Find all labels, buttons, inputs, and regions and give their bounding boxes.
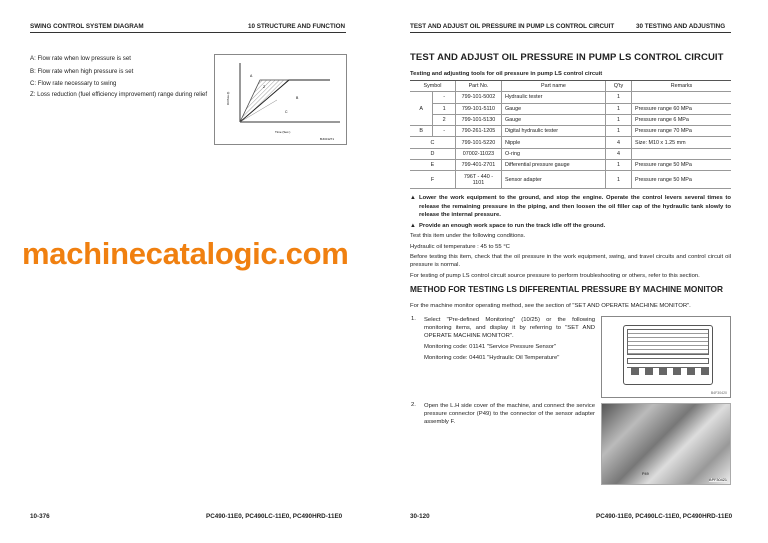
watermark: machinecatalogic.com (22, 236, 349, 271)
right-header-chapter: 30 TESTING AND ADJUSTING (636, 23, 726, 30)
cell: O-ring (501, 148, 605, 159)
table-row (410, 160, 731, 171)
warning-1 (410, 194, 731, 220)
cell: Gauge (501, 114, 605, 125)
figure-code: BPF30421 (709, 478, 727, 482)
left-page-number: 10-376 (30, 513, 50, 520)
table-row (410, 114, 731, 125)
cell: E (410, 160, 455, 171)
warning-icon: ▲ (410, 195, 416, 201)
cell: 1 (605, 114, 631, 125)
cell: C (410, 137, 455, 148)
cell: Gauge (501, 103, 605, 114)
monitoring-code-2: Monitoring code: 04401 "Hydraulic Oil Temperature" (424, 355, 560, 361)
intro-text: For the machine monitor operating method, see the section of "SET AND OPERATE MACHINE MONITOR". (410, 302, 691, 309)
monitor-screen-icon (623, 325, 713, 385)
legend-item: C: Flow rate necessary to swing (30, 80, 117, 87)
table-row (410, 126, 731, 137)
paragraph: For testing of pump LS control circuit source pressure to perform troubleshooting or others, refer to this section. (410, 272, 700, 279)
left-header-section: SWING CONTROL SYSTEM DIAGRAM (30, 23, 144, 30)
legend-item: A: Flow rate when low pressure is set (30, 55, 131, 62)
cell: - (433, 92, 456, 103)
cell: - (433, 126, 456, 137)
col-qty: Q'ty (605, 81, 631, 92)
paragraph: Before testing this item, check that the oil pressure in the work equipment, swing, and travel circuits and control circuit oil pressure is normal. (410, 254, 731, 268)
step-2-text: Open the L.H side cover of the machine, and connect the service pressure connector (P49) to the connector of the sensor adapter assembly F. (424, 403, 595, 425)
flow-chart-svg (215, 55, 346, 144)
flow-diagram (214, 54, 347, 145)
cell: Digital hydraulic tester (501, 126, 605, 137)
col-part-name: Part name (501, 81, 605, 92)
cell: 1 (433, 103, 456, 114)
paragraph: Hydraulic oil temperature : 45 to 55 °C (410, 243, 510, 250)
step-1-text: Select "Pre-defined Monitoring" (10/25) or the following monitoring items, and display it by referring to "SET AND OPERATE MACHINE MONITOR". (424, 317, 595, 339)
left-footer-models: PC490-11E0, PC490LC-11E0, PC490HRD-11E0 (206, 513, 343, 520)
label-b: B (296, 96, 299, 100)
table-caption: Testing and adjusting tools for oil pressure in pump LS control circuit (410, 71, 603, 77)
cell: Pressure range 70 MPa (631, 126, 731, 137)
cell (631, 92, 731, 103)
cell: Pressure range 60 MPa (631, 103, 731, 114)
cell: 799-101-5130 (455, 114, 501, 125)
right-footer-models: PC490-11E0, PC490LC-11E0, PC490HRD-11E0 (596, 513, 733, 520)
figure-code: BJC01271 (320, 137, 335, 141)
section-title: METHOD FOR TESTING LS DIFFERENTIAL PRESSURE BY MACHINE MONITOR (410, 283, 723, 294)
instructions-body (410, 194, 731, 312)
cell: 2 (433, 114, 456, 125)
photo-label: P49 (642, 472, 649, 476)
cell: A (410, 92, 433, 126)
warning-icon: ▲ (410, 222, 416, 229)
cell: 1 (605, 103, 631, 114)
table-row (410, 171, 731, 189)
cell: Nipple (501, 137, 605, 148)
connector-photo (601, 403, 731, 485)
cell: 4 (605, 137, 631, 148)
table-header (410, 81, 731, 92)
tools-table (410, 80, 731, 189)
page-title: TEST AND ADJUST OIL PRESSURE IN PUMP LS CONTROL CIRCUIT (410, 52, 724, 63)
left-header-chapter: 10 STRUCTURE AND FUNCTION (248, 23, 346, 30)
warning-text: Provide an enough work space to run the track idle off the ground. (419, 222, 606, 229)
col-remarks: Remarks (631, 81, 731, 92)
cell: 1 (605, 171, 631, 189)
cell: Differential pressure gauge (501, 160, 605, 171)
header-rule (30, 32, 346, 33)
step-number: 2. (411, 402, 416, 408)
cell: Pressure range 6 MPa (631, 114, 731, 125)
step-2 (410, 402, 595, 426)
x-label: Time (Sec.) (275, 130, 291, 134)
label-a: A (250, 74, 253, 78)
table-row (410, 137, 731, 148)
y-label: Oil flow (l) (226, 91, 230, 105)
cell: 799-101-5220 (455, 137, 501, 148)
header-rule (410, 32, 731, 33)
cell: 4 (605, 148, 631, 159)
warning-text: Lower the work equipment to the ground, and stop the engine. Operate the control levers several times to release the remaining pressure in the piping, and then loosen the oil filler cap of the hydraulic tank slowly to release the internal pressure. (419, 195, 731, 218)
table-row (410, 92, 731, 103)
col-part-no: Part No. (455, 81, 501, 92)
cell: Hydraulic tester (501, 92, 605, 103)
right-page-number: 30-120 (410, 513, 430, 520)
cell: Pressure range 50 MPa (631, 171, 731, 189)
cell: Size: M10 x 1.25 mm (631, 137, 731, 148)
cell: 1 (605, 126, 631, 137)
right-header-section: TEST AND ADJUST OIL PRESSURE IN PUMP LS CONTROL CIRCUIT (410, 23, 615, 30)
table-row (410, 103, 731, 114)
figure-code: B4F30420 (710, 391, 727, 395)
monitoring-code-1: Monitoring code: 01141 "Service Pressure Sensor" (424, 344, 557, 350)
step-1 (410, 316, 595, 362)
cell: 799-101-5110 (455, 103, 501, 114)
cell: 796T - 440 - 1101 (455, 171, 501, 189)
table-row (410, 148, 731, 159)
legend (30, 53, 210, 99)
cell: 1 (605, 92, 631, 103)
legend-item: Z: Loss reduction (fuel efficiency improvement) range during relief (30, 90, 208, 98)
col-symbol: Symbol (410, 81, 455, 92)
cell: 799-101-5002 (455, 92, 501, 103)
label-c: C (285, 110, 288, 114)
cell: 790-261-1205 (455, 126, 501, 137)
cell: Pressure range 50 MPa (631, 160, 731, 171)
cell: 799-401-2701 (455, 160, 501, 171)
cell: 07002-11023 (455, 148, 501, 159)
cell: 1 (605, 160, 631, 171)
cell: Sensor adapter (501, 171, 605, 189)
legend-item: B: Flow rate when high pressure is set (30, 67, 134, 75)
step-number: 1. (411, 316, 416, 322)
cell: F (410, 171, 455, 189)
cell: B (410, 126, 433, 137)
warning-2 (410, 222, 731, 231)
monitor-figure (601, 316, 731, 398)
label-z: Z (263, 85, 266, 89)
paragraph: Test this item under the following conditions. (410, 233, 526, 239)
cell: D (410, 148, 455, 159)
cell (631, 148, 731, 159)
